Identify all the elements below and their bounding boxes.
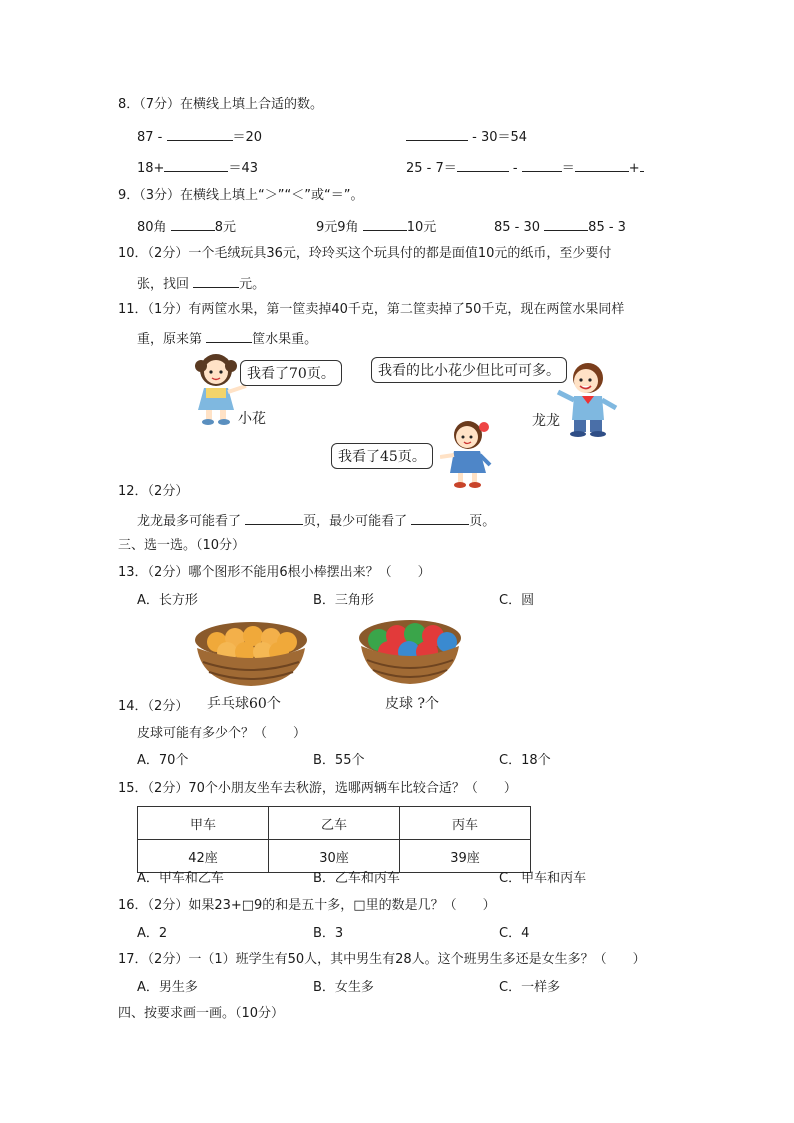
q16-option-b[interactable]: B．3	[313, 926, 344, 941]
table-header-row	[138, 807, 531, 840]
q8-title: 8．（7分）在横线上填上合适的数。	[118, 97, 324, 112]
q9-blank2[interactable]	[363, 216, 407, 231]
q14-question: 皮球可能有多少个？（ ）	[137, 726, 307, 741]
q10-line2	[137, 273, 265, 294]
name-longlong: 龙龙	[532, 413, 560, 429]
q15-option-a[interactable]: A．甲车和乙车	[137, 871, 224, 886]
table-value-row	[138, 840, 531, 873]
q15-option-b[interactable]: B．乙车和丙车	[313, 871, 400, 886]
q17-option-b[interactable]: B．女生多	[313, 980, 374, 995]
q8-eq1-right: ＝20	[232, 130, 263, 145]
bubble-keke: 我看了45页。	[331, 443, 433, 469]
q11-line1: 11．（1分）有两筐水果，第一筐卖掉40千克，第二筐卖掉了50千克，现在两筐水果同样	[118, 302, 625, 317]
q8-blank5[interactable]	[522, 157, 562, 172]
q8-eq4-plus: +	[628, 161, 640, 176]
q9-c2-right: 10元	[406, 220, 437, 235]
q15-option-c[interactable]: C．甲车和丙车	[499, 871, 587, 886]
q16-option-a[interactable]: A．2	[137, 926, 168, 941]
q10-line2-left: 张，找回	[137, 277, 194, 292]
q8-eq1	[137, 126, 262, 147]
value-cell-yi: 30座	[269, 840, 400, 873]
q8-eq4-minus: -	[508, 161, 522, 176]
q8-blank6[interactable]	[575, 157, 629, 172]
value-cell-bing: 39座	[400, 840, 531, 873]
header-cell-bing: 丙车	[400, 807, 531, 840]
q12-text-mid: 页，最少可能看了	[303, 514, 412, 529]
q15-title: 15．（2分）70个小朋友坐车去秋游，选哪两辆车比较合适？（ ）	[118, 781, 517, 796]
q10-blank[interactable]	[193, 273, 239, 288]
q8-eq2	[406, 126, 527, 147]
ball-basket-illustration	[357, 616, 463, 688]
q8-eq3-right: ＝43	[228, 161, 258, 176]
q9-c1-right: 8元	[214, 220, 236, 235]
bubble-longlong: 我看的比小花少但比可可多。	[371, 357, 567, 383]
q11-line2-left: 重，原来第	[137, 332, 207, 347]
q11-blank[interactable]	[206, 328, 252, 343]
section4-heading: 四、按要求画一画。（10分）	[118, 1006, 285, 1021]
caption-pingpong: 乒乓球60个	[207, 696, 281, 712]
q17-title: 17．（2分）一（1）班学生有50人，其中男生有28人。这个班男生多还是女生多？（ ）	[118, 952, 646, 967]
caption-balls: 皮球 ?个	[385, 696, 439, 712]
q16-title: 16．（2分）如果23+□9的和是五十多，□里的数是几？（ ）	[118, 898, 496, 913]
q14-title: 14．（2分）	[118, 699, 189, 714]
q9-c3-right: 85 - 3	[588, 220, 626, 235]
q9-compare1	[137, 216, 236, 237]
q9-title: 9．（3分）在横线上填上“＞”“＜”或“＝”。	[118, 188, 364, 203]
q8-eq4	[406, 157, 644, 178]
section3-heading: 三、选一选。（10分）	[118, 538, 246, 553]
q12-title: 12．（2分）	[118, 484, 189, 499]
q8-blank7[interactable]	[640, 157, 644, 172]
q14-option-b[interactable]: B．55个	[313, 753, 365, 768]
q17-option-c[interactable]: C．一样多	[499, 980, 561, 995]
q8-eq4-left: 25 - 7＝	[406, 161, 457, 176]
q14-option-c[interactable]: C．18个	[499, 753, 551, 768]
q12-text-left: 龙龙最多可能看了	[137, 514, 246, 529]
q12-blank1[interactable]	[245, 510, 303, 525]
q9-c3-left: 85 - 30	[494, 220, 545, 235]
q10-line2-right: 元。	[239, 277, 266, 292]
q8-blank2[interactable]	[406, 126, 468, 141]
q13-title: 13．（2分）哪个图形不能用6根小棒摆出来？（ ）	[118, 565, 431, 580]
q8-eq3-left: 18+	[137, 161, 165, 176]
q13-option-b[interactable]: B．三角形	[313, 593, 374, 608]
q9-compare2	[316, 216, 436, 237]
bubble-xiaohua: 我看了70页。	[240, 360, 342, 386]
q8-eq3	[137, 157, 258, 178]
q12-text-right: 页。	[469, 514, 496, 529]
q9-compare3	[494, 216, 626, 237]
header-cell-yi: 乙车	[269, 807, 400, 840]
q8-eq2-right: - 30＝54	[468, 130, 528, 145]
q8-eq1-left: 87 -	[137, 130, 167, 145]
q13-option-a[interactable]: A．长方形	[137, 593, 198, 608]
q12-text	[137, 510, 495, 531]
car-seats-table	[137, 806, 531, 873]
q16-option-c[interactable]: C．4	[499, 926, 530, 941]
boy-longlong-illustration	[556, 358, 620, 440]
q12-blank2[interactable]	[411, 510, 469, 525]
q14-option-a[interactable]: A．70个	[137, 753, 189, 768]
q10-line1: 10．（2分）一个毛绒玩具36元，玲玲买这个玩具付的都是面值10元的纸币，至少要付	[118, 246, 612, 261]
q9-blank1[interactable]	[171, 216, 215, 231]
q13-option-c[interactable]: C．圆	[499, 593, 535, 608]
q9-blank3[interactable]	[544, 216, 588, 231]
q8-blank4[interactable]	[457, 157, 509, 172]
girl-keke-illustration	[440, 415, 498, 493]
value-cell-jia: 42座	[138, 840, 269, 873]
q9-c1-left: 80角	[137, 220, 171, 235]
header-cell-jia: 甲车	[138, 807, 269, 840]
q8-eq4-equals: ＝	[561, 161, 575, 176]
pingpong-basket-illustration	[193, 618, 309, 690]
q8-blank3[interactable]	[164, 157, 228, 172]
name-xiaohua: 小花	[238, 411, 266, 427]
q11-line2	[137, 328, 317, 349]
q8-blank1[interactable]	[167, 126, 233, 141]
q17-option-a[interactable]: A．男生多	[137, 980, 198, 995]
q9-c2-left: 9元9角	[316, 220, 363, 235]
q11-line2-right: 筐水果重。	[252, 332, 318, 347]
